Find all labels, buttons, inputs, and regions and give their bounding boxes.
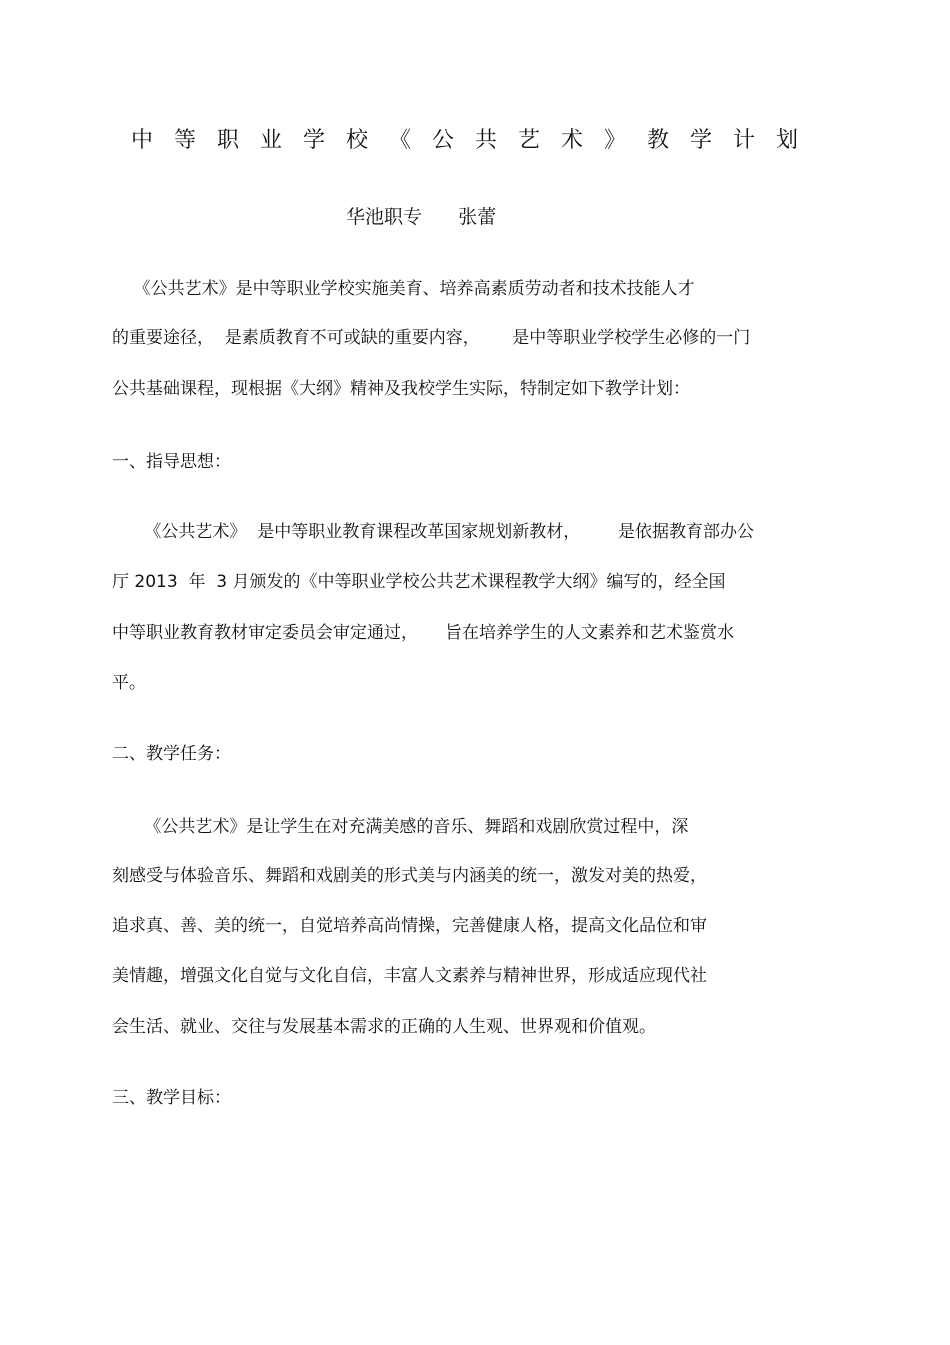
paragraph-line: 中等职业教育教材审定委员会审定通过， 旨在培养学生的人文素养和艺术鉴赏水 <box>112 623 735 643</box>
paragraph-line: 平。 <box>112 673 146 693</box>
intro-line: 公共基础课程，现根据《大纲》精神及我校学生实际，特制定如下教学计划： <box>112 379 690 399</box>
document-title: 中等职业学校《公共艺术》教学计划 <box>130 128 819 153</box>
paragraph-line: 会生活、就业、交往与发展基本需求的正确的人生观、世界观和价值观。 <box>112 1017 656 1037</box>
paragraph-line: 美情趣，增强文化自觉与文化自信，丰富人文素养与精神世界，形成适应现代社 <box>112 966 707 986</box>
paragraph-line: 《公共艺术》 是中等职业教育课程改革国家规划新教材， 是依据教育部办公 <box>112 522 755 542</box>
paragraph-line: 《公共艺术》是让学生在对充满美感的音乐、舞蹈和戏剧欣赏过程中，深 <box>112 817 689 837</box>
author-line: 华池职专 张蕾 <box>346 206 497 228</box>
section-heading-guiding-ideology: 一、指导思想： <box>112 452 231 472</box>
section-heading-teaching-tasks: 二、教学任务： <box>112 744 231 764</box>
paragraph-line: 刻感受与体验音乐、舞蹈和戏剧美的形式美与内涵美的统一，激发对美的热爱， <box>112 866 707 886</box>
intro-line: 的重要途径， 是素质教育不可或缺的重要内容， 是中等职业学校学生必修的一门 <box>112 328 751 348</box>
intro-line: 《公共艺术》是中等职业学校实施美育、培养高素质劳动者和技术技能人才 <box>112 279 695 299</box>
section-heading-teaching-objectives: 三、教学目标： <box>112 1088 231 1108</box>
paragraph-line: 追求真、善、美的统一，自觉培养高尚情操，完善健康人格，提高文化品位和审 <box>112 916 707 936</box>
paragraph-line: 厅 2013 年 3 月颁发的《中等职业学校公共艺术课程教学大纲》编写的，经全国 <box>112 572 726 592</box>
